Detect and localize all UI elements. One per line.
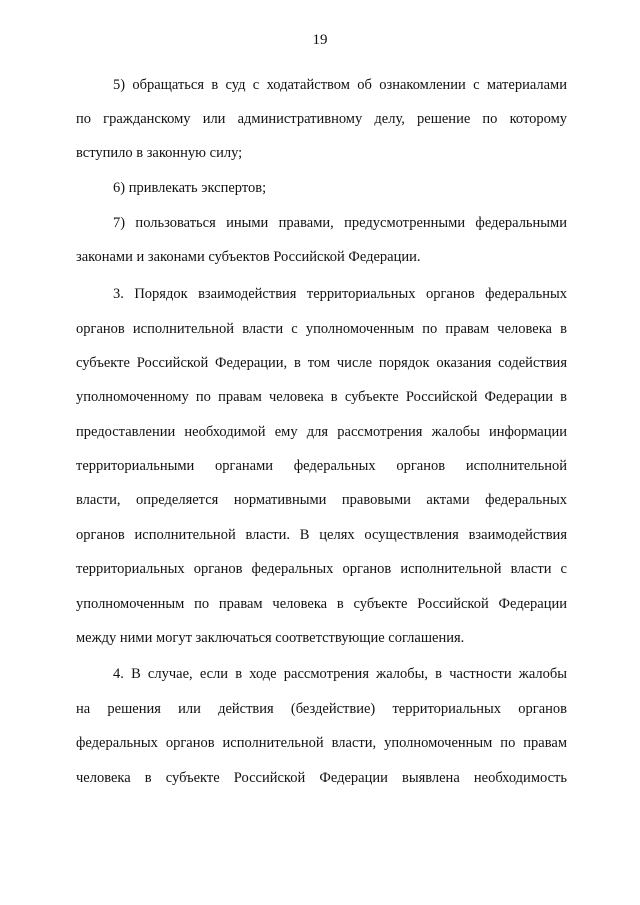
text-line: по гражданскому или административному делу, решение по которому: [76, 111, 567, 127]
text-line: 4. В случае, если в ходе рассмотрения жалобы, в частности жалобы: [113, 666, 567, 682]
text-line: территориальными органами федеральных органов исполнительной: [76, 458, 567, 474]
text-line: федеральных органов исполнительной власти, уполномоченным по правам: [76, 735, 567, 751]
text-line: субъекте Российской Федерации, в том числе порядок оказания содействия: [76, 355, 567, 371]
text-line: 3. Порядок взаимодействия территориальных органов федеральных: [113, 286, 567, 302]
page-number: 19: [312, 32, 328, 48]
text-line: органов исполнительной власти. В целях осуществления взаимодействия: [76, 527, 567, 543]
text-line: уполномоченному по правам человека в субъекте Российской Федерации в: [76, 389, 567, 405]
text-line: законами и законами субъектов Российской Федерации.: [76, 249, 421, 265]
text-line: власти, определяется нормативными правовыми актами федеральных: [76, 492, 567, 508]
text-line: 5) обращаться в суд с ходатайством об ознакомлении с материалами: [113, 77, 567, 93]
text-line: 6) привлекать экспертов;: [113, 180, 267, 196]
text-line: вступило в законную силу;: [76, 145, 243, 161]
text-line: между ними могут заключаться соответствующие соглашения.: [76, 630, 465, 646]
text-line: предоставлении необходимой ему для рассмотрения жалобы информации: [76, 424, 567, 440]
text-line: органов исполнительной власти с уполномоченным по правам человека в: [76, 321, 567, 337]
text-line: уполномоченным по правам человека в субъекте Российской Федерации: [76, 596, 567, 612]
text-line: территориальных органов федеральных органов исполнительной власти с: [76, 561, 567, 577]
text-line: 7) пользоваться иными правами, предусмотренными федеральными: [113, 215, 567, 231]
text-line: человека в субъекте Российской Федерации выявлена необходимость: [76, 770, 567, 786]
text-line: на решения или действия (бездействие) территориальных органов: [76, 701, 567, 717]
